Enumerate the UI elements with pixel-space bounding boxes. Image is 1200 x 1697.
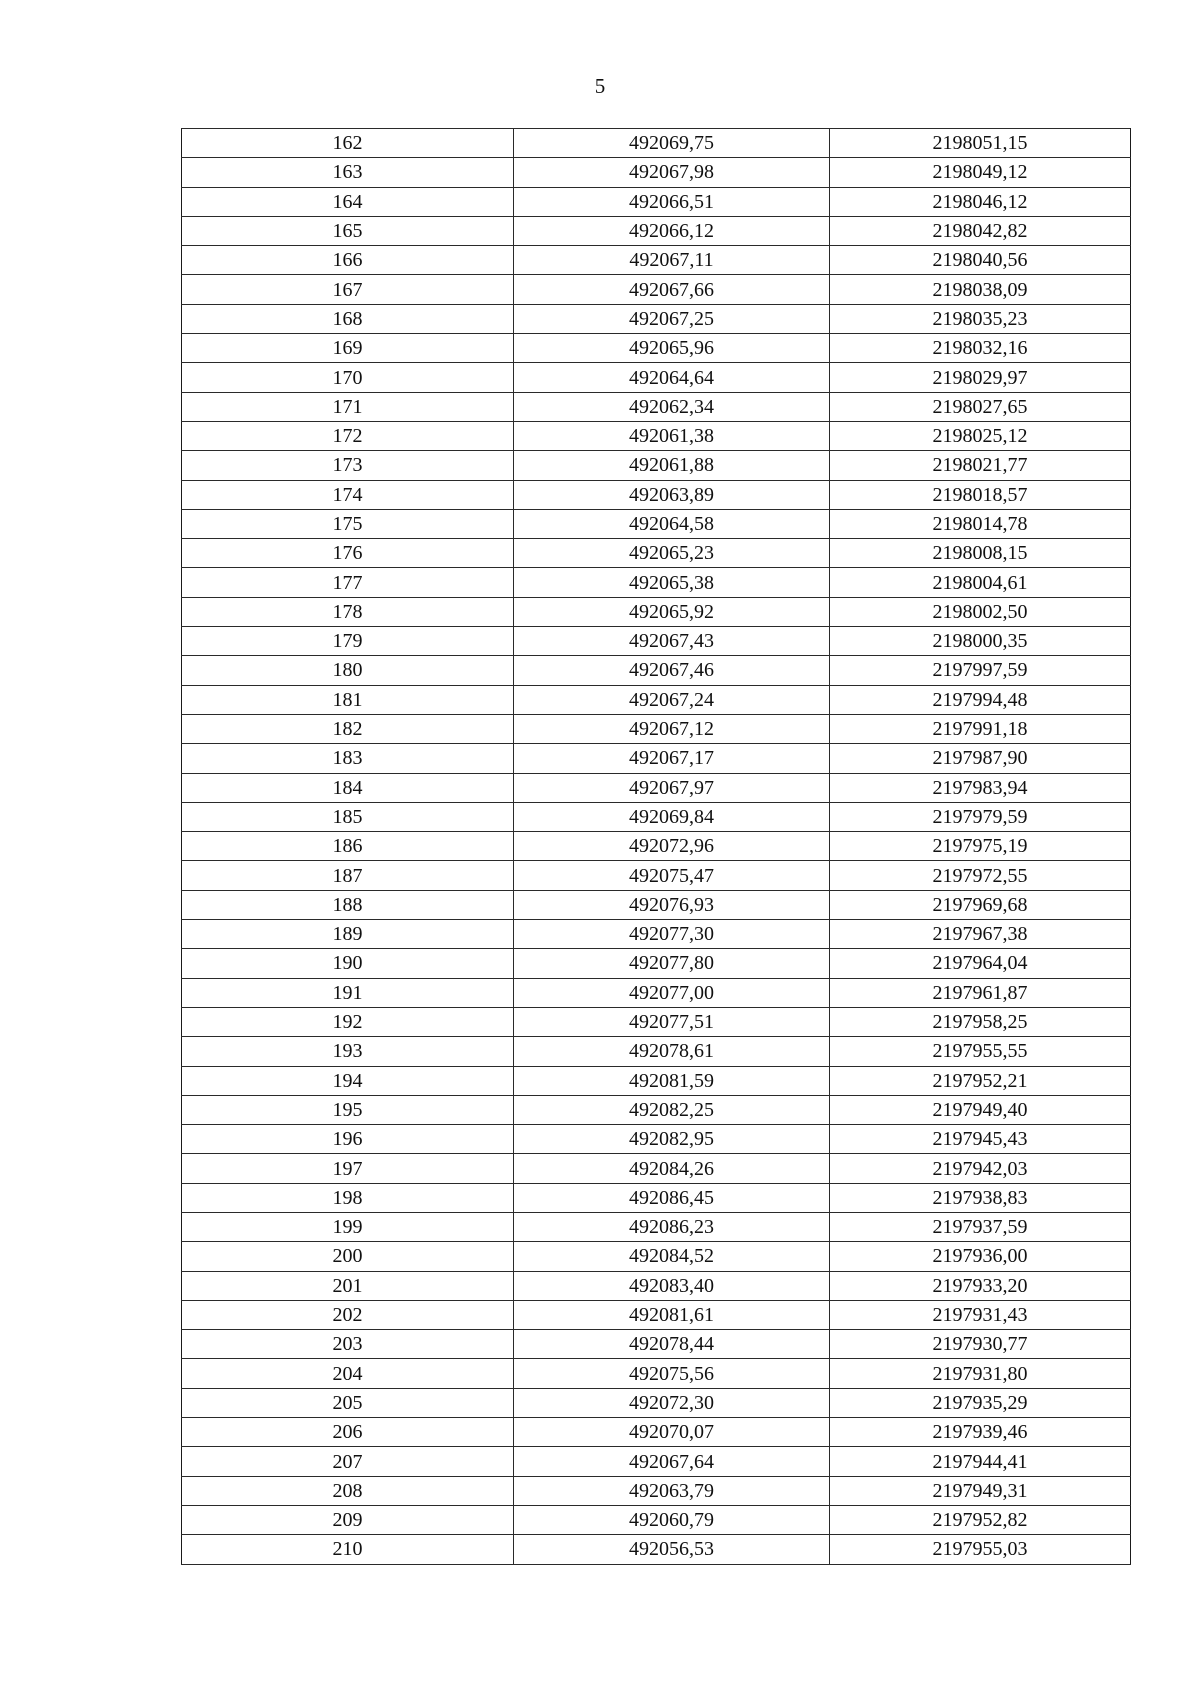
- table-row: [182, 480, 1131, 509]
- point-number-cell: 194: [182, 1066, 514, 1095]
- y-coordinate-cell: 2198049,12: [830, 158, 1131, 187]
- table-row: [182, 1154, 1131, 1183]
- y-coordinate-cell: 2197969,68: [830, 890, 1131, 919]
- x-coordinate-cell: 492086,45: [514, 1183, 830, 1212]
- x-coordinate-cell: 492067,66: [514, 275, 830, 304]
- x-coordinate-cell: 492061,38: [514, 421, 830, 450]
- point-number-cell: 181: [182, 685, 514, 714]
- y-coordinate-cell: 2197975,19: [830, 832, 1131, 861]
- x-coordinate-cell: 492056,53: [514, 1535, 830, 1564]
- y-coordinate-cell: 2197987,90: [830, 744, 1131, 773]
- point-number-cell: 173: [182, 451, 514, 480]
- point-number-cell: 209: [182, 1505, 514, 1534]
- x-coordinate-cell: 492064,58: [514, 509, 830, 538]
- table-row: [182, 451, 1131, 480]
- x-coordinate-cell: 492069,75: [514, 129, 830, 158]
- y-coordinate-cell: 2198008,15: [830, 539, 1131, 568]
- table-row: [182, 832, 1131, 861]
- point-number-cell: 164: [182, 187, 514, 216]
- point-number-cell: 169: [182, 334, 514, 363]
- point-number-cell: 203: [182, 1330, 514, 1359]
- point-number-cell: 178: [182, 597, 514, 626]
- y-coordinate-cell: 2197955,55: [830, 1037, 1131, 1066]
- point-number-cell: 208: [182, 1476, 514, 1505]
- point-number-cell: 206: [182, 1418, 514, 1447]
- point-number-cell: 184: [182, 773, 514, 802]
- y-coordinate-cell: 2197942,03: [830, 1154, 1131, 1183]
- x-coordinate-cell: 492084,52: [514, 1242, 830, 1271]
- table-row: [182, 1476, 1131, 1505]
- y-coordinate-cell: 2197931,80: [830, 1359, 1131, 1388]
- y-coordinate-cell: 2198021,77: [830, 451, 1131, 480]
- table-row: [182, 1183, 1131, 1212]
- table-row: [182, 949, 1131, 978]
- coordinates-table-body: [182, 129, 1131, 1565]
- table-row: [182, 1388, 1131, 1417]
- point-number-cell: 175: [182, 509, 514, 538]
- table-row: [182, 1359, 1131, 1388]
- point-number-cell: 187: [182, 861, 514, 890]
- x-coordinate-cell: 492077,30: [514, 920, 830, 949]
- y-coordinate-cell: 2198000,35: [830, 627, 1131, 656]
- table-row: [182, 246, 1131, 275]
- x-coordinate-cell: 492065,96: [514, 334, 830, 363]
- point-number-cell: 179: [182, 627, 514, 656]
- x-coordinate-cell: 492065,38: [514, 568, 830, 597]
- table-row: [182, 656, 1131, 685]
- y-coordinate-cell: 2198032,16: [830, 334, 1131, 363]
- point-number-cell: 191: [182, 978, 514, 1007]
- table-row: [182, 334, 1131, 363]
- table-row: [182, 392, 1131, 421]
- y-coordinate-cell: 2198035,23: [830, 304, 1131, 333]
- point-number-cell: 189: [182, 920, 514, 949]
- y-coordinate-cell: 2197964,04: [830, 949, 1131, 978]
- y-coordinate-cell: 2198027,65: [830, 392, 1131, 421]
- point-number-cell: 180: [182, 656, 514, 685]
- point-number-cell: 199: [182, 1212, 514, 1241]
- x-coordinate-cell: 492081,59: [514, 1066, 830, 1095]
- table-row: [182, 1242, 1131, 1271]
- y-coordinate-cell: 2197944,41: [830, 1447, 1131, 1476]
- table-row: [182, 744, 1131, 773]
- x-coordinate-cell: 492070,07: [514, 1418, 830, 1447]
- point-number-cell: 177: [182, 568, 514, 597]
- table-row: [182, 627, 1131, 656]
- y-coordinate-cell: 2197994,48: [830, 685, 1131, 714]
- y-coordinate-cell: 2198004,61: [830, 568, 1131, 597]
- point-number-cell: 182: [182, 714, 514, 743]
- x-coordinate-cell: 492063,89: [514, 480, 830, 509]
- x-coordinate-cell: 492064,64: [514, 363, 830, 392]
- table-row: [182, 275, 1131, 304]
- point-number-cell: 172: [182, 421, 514, 450]
- y-coordinate-cell: 2197930,77: [830, 1330, 1131, 1359]
- table-row: [182, 1212, 1131, 1241]
- table-row: [182, 890, 1131, 919]
- y-coordinate-cell: 2197958,25: [830, 1007, 1131, 1036]
- y-coordinate-cell: 2197961,87: [830, 978, 1131, 1007]
- x-coordinate-cell: 492078,61: [514, 1037, 830, 1066]
- y-coordinate-cell: 2198051,15: [830, 129, 1131, 158]
- x-coordinate-cell: 492077,00: [514, 978, 830, 1007]
- x-coordinate-cell: 492072,96: [514, 832, 830, 861]
- coordinates-table: [181, 128, 1131, 1565]
- x-coordinate-cell: 492082,25: [514, 1095, 830, 1124]
- x-coordinate-cell: 492067,17: [514, 744, 830, 773]
- x-coordinate-cell: 492067,64: [514, 1447, 830, 1476]
- y-coordinate-cell: 2197935,29: [830, 1388, 1131, 1417]
- table-row: [182, 802, 1131, 831]
- point-number-cell: 186: [182, 832, 514, 861]
- point-number-cell: 176: [182, 539, 514, 568]
- y-coordinate-cell: 2197936,00: [830, 1242, 1131, 1271]
- y-coordinate-cell: 2197937,59: [830, 1212, 1131, 1241]
- x-coordinate-cell: 492067,98: [514, 158, 830, 187]
- y-coordinate-cell: 2197949,31: [830, 1476, 1131, 1505]
- y-coordinate-cell: 2198042,82: [830, 216, 1131, 245]
- x-coordinate-cell: 492067,46: [514, 656, 830, 685]
- point-number-cell: 205: [182, 1388, 514, 1417]
- x-coordinate-cell: 492081,61: [514, 1300, 830, 1329]
- x-coordinate-cell: 492083,40: [514, 1271, 830, 1300]
- table-row: [182, 568, 1131, 597]
- point-number-cell: 204: [182, 1359, 514, 1388]
- table-row: [182, 1505, 1131, 1534]
- point-number-cell: 170: [182, 363, 514, 392]
- x-coordinate-cell: 492067,97: [514, 773, 830, 802]
- x-coordinate-cell: 492072,30: [514, 1388, 830, 1417]
- x-coordinate-cell: 492067,25: [514, 304, 830, 333]
- x-coordinate-cell: 492061,88: [514, 451, 830, 480]
- y-coordinate-cell: 2198038,09: [830, 275, 1131, 304]
- x-coordinate-cell: 492077,51: [514, 1007, 830, 1036]
- point-number-cell: 171: [182, 392, 514, 421]
- table-row: [182, 685, 1131, 714]
- point-number-cell: 207: [182, 1447, 514, 1476]
- point-number-cell: 202: [182, 1300, 514, 1329]
- table-row: [182, 920, 1131, 949]
- table-row: [182, 363, 1131, 392]
- point-number-cell: 210: [182, 1535, 514, 1564]
- point-number-cell: 168: [182, 304, 514, 333]
- x-coordinate-cell: 492065,23: [514, 539, 830, 568]
- y-coordinate-cell: 2198002,50: [830, 597, 1131, 626]
- table-row: [182, 216, 1131, 245]
- x-coordinate-cell: 492067,11: [514, 246, 830, 275]
- y-coordinate-cell: 2197991,18: [830, 714, 1131, 743]
- table-row: [182, 1418, 1131, 1447]
- point-number-cell: 197: [182, 1154, 514, 1183]
- y-coordinate-cell: 2197979,59: [830, 802, 1131, 831]
- x-coordinate-cell: 492077,80: [514, 949, 830, 978]
- point-number-cell: 163: [182, 158, 514, 187]
- x-coordinate-cell: 492069,84: [514, 802, 830, 831]
- table-row: [182, 978, 1131, 1007]
- point-number-cell: 165: [182, 216, 514, 245]
- page-number: 5: [594, 74, 606, 98]
- y-coordinate-cell: 2197997,59: [830, 656, 1131, 685]
- table-row: [182, 1007, 1131, 1036]
- y-coordinate-cell: 2198046,12: [830, 187, 1131, 216]
- point-number-cell: 183: [182, 744, 514, 773]
- point-number-cell: 166: [182, 246, 514, 275]
- table-row: [182, 861, 1131, 890]
- table-row: [182, 304, 1131, 333]
- x-coordinate-cell: 492063,79: [514, 1476, 830, 1505]
- y-coordinate-cell: 2197938,83: [830, 1183, 1131, 1212]
- y-coordinate-cell: 2198040,56: [830, 246, 1131, 275]
- y-coordinate-cell: 2197952,21: [830, 1066, 1131, 1095]
- point-number-cell: 188: [182, 890, 514, 919]
- point-number-cell: 195: [182, 1095, 514, 1124]
- point-number-cell: 174: [182, 480, 514, 509]
- x-coordinate-cell: 492067,43: [514, 627, 830, 656]
- table-row: [182, 539, 1131, 568]
- y-coordinate-cell: 2197967,38: [830, 920, 1131, 949]
- x-coordinate-cell: 492066,12: [514, 216, 830, 245]
- table-row: [182, 158, 1131, 187]
- point-number-cell: 167: [182, 275, 514, 304]
- table-row: [182, 1271, 1131, 1300]
- table-row: [182, 1330, 1131, 1359]
- y-coordinate-cell: 2197949,40: [830, 1095, 1131, 1124]
- table-row: [182, 1066, 1131, 1095]
- y-coordinate-cell: 2197945,43: [830, 1125, 1131, 1154]
- table-row: [182, 714, 1131, 743]
- table-row: [182, 773, 1131, 802]
- x-coordinate-cell: 492062,34: [514, 392, 830, 421]
- x-coordinate-cell: 492075,56: [514, 1359, 830, 1388]
- x-coordinate-cell: 492060,79: [514, 1505, 830, 1534]
- x-coordinate-cell: 492082,95: [514, 1125, 830, 1154]
- point-number-cell: 201: [182, 1271, 514, 1300]
- x-coordinate-cell: 492078,44: [514, 1330, 830, 1359]
- table-row: [182, 421, 1131, 450]
- point-number-cell: 162: [182, 129, 514, 158]
- x-coordinate-cell: 492066,51: [514, 187, 830, 216]
- point-number-cell: 192: [182, 1007, 514, 1036]
- table-row: [182, 129, 1131, 158]
- table-row: [182, 1447, 1131, 1476]
- y-coordinate-cell: 2198029,97: [830, 363, 1131, 392]
- x-coordinate-cell: 492084,26: [514, 1154, 830, 1183]
- point-number-cell: 193: [182, 1037, 514, 1066]
- y-coordinate-cell: 2198014,78: [830, 509, 1131, 538]
- point-number-cell: 190: [182, 949, 514, 978]
- table-row: [182, 509, 1131, 538]
- table-row: [182, 1300, 1131, 1329]
- x-coordinate-cell: 492067,24: [514, 685, 830, 714]
- y-coordinate-cell: 2197933,20: [830, 1271, 1131, 1300]
- x-coordinate-cell: 492086,23: [514, 1212, 830, 1241]
- point-number-cell: 185: [182, 802, 514, 831]
- x-coordinate-cell: 492075,47: [514, 861, 830, 890]
- x-coordinate-cell: 492067,12: [514, 714, 830, 743]
- y-coordinate-cell: 2198018,57: [830, 480, 1131, 509]
- y-coordinate-cell: 2198025,12: [830, 421, 1131, 450]
- table-row: [182, 1095, 1131, 1124]
- point-number-cell: 196: [182, 1125, 514, 1154]
- point-number-cell: 198: [182, 1183, 514, 1212]
- table-row: [182, 1125, 1131, 1154]
- x-coordinate-cell: 492065,92: [514, 597, 830, 626]
- y-coordinate-cell: 2197939,46: [830, 1418, 1131, 1447]
- table-row: [182, 597, 1131, 626]
- y-coordinate-cell: 2197972,55: [830, 861, 1131, 890]
- y-coordinate-cell: 2197931,43: [830, 1300, 1131, 1329]
- y-coordinate-cell: 2197955,03: [830, 1535, 1131, 1564]
- table-row: [182, 1535, 1131, 1564]
- table-row: [182, 1037, 1131, 1066]
- y-coordinate-cell: 2197952,82: [830, 1505, 1131, 1534]
- point-number-cell: 200: [182, 1242, 514, 1271]
- y-coordinate-cell: 2197983,94: [830, 773, 1131, 802]
- table-row: [182, 187, 1131, 216]
- x-coordinate-cell: 492076,93: [514, 890, 830, 919]
